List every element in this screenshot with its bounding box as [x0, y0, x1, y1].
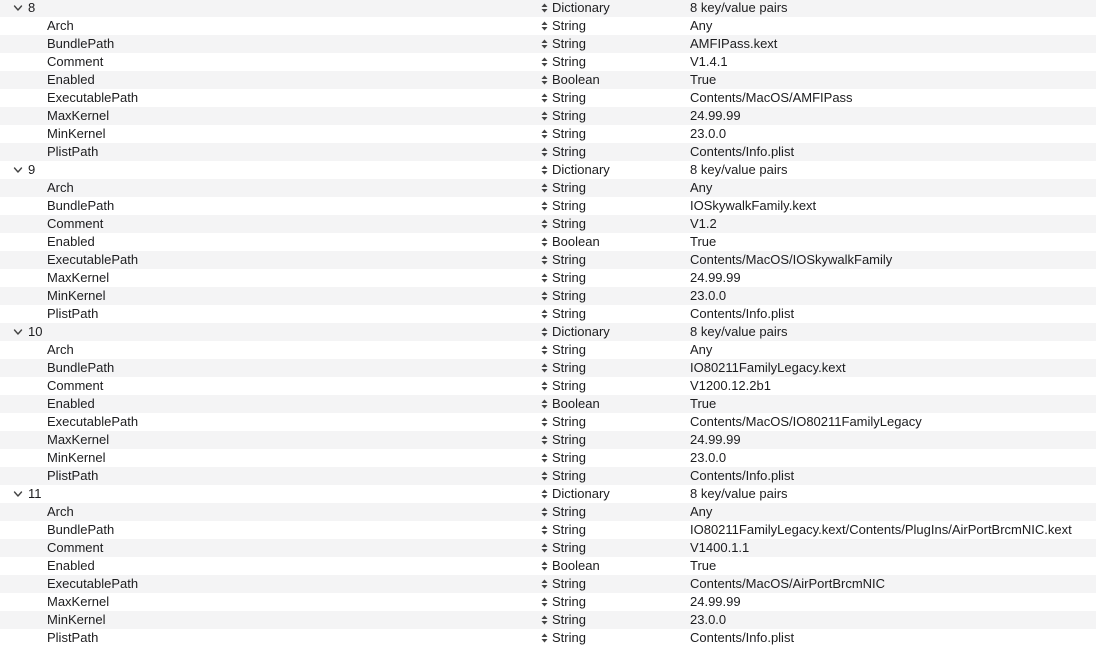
updown-stepper-icon[interactable] [541, 53, 549, 71]
row-key[interactable]: Arch [47, 504, 74, 519]
row-type[interactable]: String [552, 612, 586, 627]
row-type[interactable]: String [552, 504, 586, 519]
row-value[interactable]: AMFIPass.kext [690, 36, 778, 51]
row-value[interactable]: 24.99.99 [690, 270, 741, 285]
row-key[interactable]: BundlePath [47, 360, 115, 375]
row-type[interactable]: String [552, 342, 586, 357]
row-type[interactable]: Dictionary [552, 486, 610, 501]
key-value-row-comment[interactable] [0, 53, 1096, 71]
key-value-row-maxkernel[interactable] [0, 593, 1096, 611]
row-type[interactable]: Dictionary [552, 324, 610, 339]
row-value: 8 key/value pairs [690, 0, 788, 15]
row-key[interactable]: Comment [47, 54, 104, 69]
dictionary-row-8[interactable] [0, 0, 1096, 17]
updown-stepper-icon[interactable] [541, 71, 549, 89]
row-type[interactable]: String [552, 540, 586, 555]
row-type[interactable]: String [552, 54, 586, 69]
row-key[interactable]: PlistPath [47, 144, 99, 159]
row-type[interactable]: String [552, 522, 586, 537]
key-value-row-enabled[interactable] [0, 71, 1096, 89]
row-type[interactable]: Boolean [552, 558, 600, 573]
row-key[interactable]: MaxKernel [47, 270, 110, 285]
key-value-row-bundlepath[interactable] [0, 35, 1096, 53]
row-value[interactable]: 23.0.0 [690, 612, 727, 627]
updown-stepper-icon[interactable] [541, 179, 549, 197]
updown-stepper-icon[interactable] [541, 125, 549, 143]
row-type[interactable]: String [552, 270, 586, 285]
row-key[interactable]: BundlePath [47, 36, 115, 51]
updown-stepper-icon[interactable] [541, 0, 549, 17]
row-type[interactable]: String [552, 360, 586, 375]
row-type[interactable]: String [552, 18, 586, 33]
key-value-row-maxkernel[interactable] [0, 107, 1096, 125]
updown-stepper-icon[interactable] [541, 197, 549, 215]
updown-stepper-icon[interactable] [541, 215, 549, 233]
key-value-row-minkernel[interactable] [0, 287, 1096, 305]
updown-stepper-icon[interactable] [541, 323, 549, 341]
key-value-row-bundlepath[interactable] [0, 197, 1096, 215]
row-value[interactable]: Any [690, 342, 713, 357]
key-value-row-arch[interactable] [0, 503, 1096, 521]
row-key[interactable]: PlistPath [47, 468, 99, 483]
row-type[interactable]: String [552, 468, 586, 483]
key-value-row-maxkernel[interactable] [0, 431, 1096, 449]
dictionary-row-11[interactable] [0, 485, 1096, 503]
row-key[interactable]: Arch [47, 18, 74, 33]
updown-stepper-icon[interactable] [541, 35, 549, 53]
chevron-down-icon[interactable] [13, 0, 25, 17]
row-value: 8 key/value pairs [690, 486, 788, 501]
dictionary-row-9[interactable] [0, 161, 1096, 179]
row-value[interactable]: V1.2 [690, 216, 717, 231]
row-type[interactable]: String [552, 432, 586, 447]
updown-stepper-icon[interactable] [541, 341, 549, 359]
row-key[interactable]: MaxKernel [47, 594, 110, 609]
row-type[interactable]: Boolean [552, 72, 600, 87]
row-key[interactable]: Comment [47, 216, 104, 231]
row-value[interactable]: 23.0.0 [690, 126, 727, 141]
row-type[interactable]: String [552, 378, 586, 393]
row-type[interactable]: String [552, 450, 586, 465]
row-type[interactable]: String [552, 90, 586, 105]
updown-stepper-icon[interactable] [541, 467, 549, 485]
updown-stepper-icon[interactable] [541, 539, 549, 557]
row-value: 8 key/value pairs [690, 162, 788, 177]
key-value-row-enabled[interactable] [0, 233, 1096, 251]
row-value[interactable]: True [690, 558, 717, 573]
key-value-row-enabled[interactable] [0, 395, 1096, 413]
row-value[interactable]: Contents/MacOS/AMFIPass [690, 90, 853, 105]
row-key[interactable]: MinKernel [47, 450, 106, 465]
row-key[interactable]: MaxKernel [47, 108, 110, 123]
row-key[interactable]: 10 [28, 324, 43, 339]
row-value[interactable]: 24.99.99 [690, 108, 741, 123]
updown-stepper-icon[interactable] [541, 593, 549, 611]
key-value-row-arch[interactable] [0, 179, 1096, 197]
key-value-row-comment[interactable] [0, 377, 1096, 395]
updown-stepper-icon[interactable] [541, 107, 549, 125]
key-value-row-executablepath[interactable] [0, 89, 1096, 107]
row-key[interactable]: ExecutablePath [47, 414, 139, 429]
row-type[interactable]: String [552, 594, 586, 609]
row-type[interactable]: String [552, 414, 586, 429]
row-key[interactable]: MaxKernel [47, 432, 110, 447]
updown-stepper-icon[interactable] [541, 233, 549, 251]
row-key[interactable]: ExecutablePath [47, 252, 139, 267]
dictionary-row-10[interactable] [0, 323, 1096, 341]
key-value-row-comment[interactable] [0, 215, 1096, 233]
updown-stepper-icon[interactable] [541, 629, 549, 647]
row-value[interactable]: V1.4.1 [690, 54, 728, 69]
key-value-row-minkernel[interactable] [0, 125, 1096, 143]
row-type[interactable]: Boolean [552, 396, 600, 411]
row-value[interactable]: Contents/Info.plist [690, 306, 795, 321]
updown-stepper-icon[interactable] [541, 287, 549, 305]
row-value[interactable]: IO80211FamilyLegacy.kext/Contents/PlugIns/AirPortBrcmNIC.kext [690, 522, 1072, 537]
key-value-row-maxkernel[interactable] [0, 269, 1096, 287]
key-value-row-plistpath[interactable] [0, 629, 1096, 647]
row-value[interactable]: True [690, 396, 717, 411]
row-key[interactable]: BundlePath [47, 522, 115, 537]
row-key[interactable]: MinKernel [47, 288, 106, 303]
row-value[interactable]: True [690, 72, 717, 87]
row-key[interactable]: Enabled [47, 396, 95, 411]
row-key[interactable]: Enabled [47, 72, 95, 87]
updown-stepper-icon[interactable] [541, 413, 549, 431]
key-value-row-plistpath[interactable] [0, 305, 1096, 323]
row-type[interactable]: String [552, 36, 586, 51]
row-value[interactable]: 23.0.0 [690, 288, 727, 303]
row-value[interactable]: IO80211FamilyLegacy.kext [690, 360, 846, 375]
key-value-row-comment[interactable] [0, 539, 1096, 557]
row-value[interactable]: Contents/Info.plist [690, 144, 795, 159]
row-type[interactable]: String [552, 252, 586, 267]
updown-stepper-icon[interactable] [541, 161, 549, 179]
row-value[interactable]: Contents/MacOS/IOSkywalkFamily [690, 252, 893, 267]
row-type[interactable]: String [552, 180, 586, 195]
row-value[interactable]: Contents/Info.plist [690, 630, 795, 645]
key-value-row-executablepath[interactable] [0, 413, 1096, 431]
key-value-row-executablepath[interactable] [0, 575, 1096, 593]
key-value-row-plistpath[interactable] [0, 467, 1096, 485]
row-value[interactable]: Contents/MacOS/IO80211FamilyLegacy [690, 414, 922, 429]
row-key[interactable]: ExecutablePath [47, 90, 139, 105]
key-value-row-bundlepath[interactable] [0, 359, 1096, 377]
chevron-down-icon[interactable] [13, 323, 25, 341]
row-key[interactable]: Enabled [47, 234, 95, 249]
row-type[interactable]: String [552, 576, 586, 591]
updown-stepper-icon[interactable] [541, 377, 549, 395]
key-value-row-minkernel[interactable] [0, 611, 1096, 629]
row-value[interactable]: 24.99.99 [690, 432, 741, 447]
key-value-row-plistpath[interactable] [0, 143, 1096, 161]
row-key[interactable]: 9 [28, 162, 36, 177]
row-type[interactable]: String [552, 630, 586, 645]
row-key[interactable]: BundlePath [47, 198, 115, 213]
row-type[interactable]: Boolean [552, 234, 600, 249]
updown-stepper-icon[interactable] [541, 449, 549, 467]
row-key[interactable]: MinKernel [47, 612, 106, 627]
key-value-row-enabled[interactable] [0, 557, 1096, 575]
updown-stepper-icon[interactable] [541, 17, 549, 35]
updown-stepper-icon[interactable] [541, 431, 549, 449]
row-type[interactable]: String [552, 198, 586, 213]
row-key[interactable]: Arch [47, 180, 74, 195]
updown-stepper-icon[interactable] [541, 503, 549, 521]
row-value[interactable]: V1200.12.2b1 [690, 378, 771, 393]
updown-stepper-icon[interactable] [541, 395, 549, 413]
row-key[interactable]: PlistPath [47, 630, 99, 645]
row-type[interactable]: String [552, 126, 586, 141]
updown-stepper-icon[interactable] [541, 575, 549, 593]
row-key[interactable]: Comment [47, 378, 104, 393]
chevron-down-icon[interactable] [13, 161, 25, 179]
updown-stepper-icon[interactable] [541, 305, 549, 323]
row-key[interactable]: Arch [47, 342, 74, 357]
row-value[interactable]: Any [690, 504, 713, 519]
chevron-down-icon[interactable] [13, 485, 25, 503]
row-type[interactable]: String [552, 306, 586, 321]
row-value[interactable]: Contents/MacOS/AirPortBrcmNIC [690, 576, 886, 591]
updown-stepper-icon[interactable] [541, 557, 549, 575]
updown-stepper-icon[interactable] [541, 269, 549, 287]
row-value[interactable]: 24.99.99 [690, 594, 741, 609]
key-value-row-executablepath[interactable] [0, 251, 1096, 269]
row-key[interactable]: PlistPath [47, 306, 99, 321]
row-value[interactable]: V1400.1.1 [690, 540, 750, 555]
updown-stepper-icon[interactable] [541, 521, 549, 539]
row-key[interactable]: 8 [28, 0, 36, 15]
row-type[interactable]: String [552, 216, 586, 231]
row-key[interactable]: Comment [47, 540, 104, 555]
row-value[interactable]: Any [690, 18, 713, 33]
updown-stepper-icon[interactable] [541, 89, 549, 107]
updown-stepper-icon[interactable] [541, 611, 549, 629]
updown-stepper-icon[interactable] [541, 359, 549, 377]
row-type[interactable]: String [552, 108, 586, 123]
key-value-row-bundlepath[interactable] [0, 521, 1096, 539]
key-value-row-minkernel[interactable] [0, 449, 1096, 467]
row-value[interactable]: Any [690, 180, 713, 195]
row-value: 8 key/value pairs [690, 324, 788, 339]
updown-stepper-icon[interactable] [541, 143, 549, 161]
row-type[interactable]: Dictionary [552, 162, 610, 177]
key-value-row-arch[interactable] [0, 341, 1096, 359]
row-value[interactable]: Contents/Info.plist [690, 468, 795, 483]
row-key[interactable]: Enabled [47, 558, 95, 573]
row-value[interactable]: True [690, 234, 717, 249]
row-value[interactable]: IOSkywalkFamily.kext [690, 198, 817, 213]
row-type[interactable]: Dictionary [552, 0, 610, 15]
row-value[interactable]: 23.0.0 [690, 450, 727, 465]
updown-stepper-icon[interactable] [541, 251, 549, 269]
row-key[interactable]: MinKernel [47, 126, 106, 141]
key-value-row-arch[interactable] [0, 17, 1096, 35]
row-type[interactable]: String [552, 144, 586, 159]
updown-stepper-icon[interactable] [541, 485, 549, 503]
row-key[interactable]: ExecutablePath [47, 576, 139, 591]
row-key[interactable]: 11 [28, 486, 42, 501]
row-type[interactable]: String [552, 288, 586, 303]
